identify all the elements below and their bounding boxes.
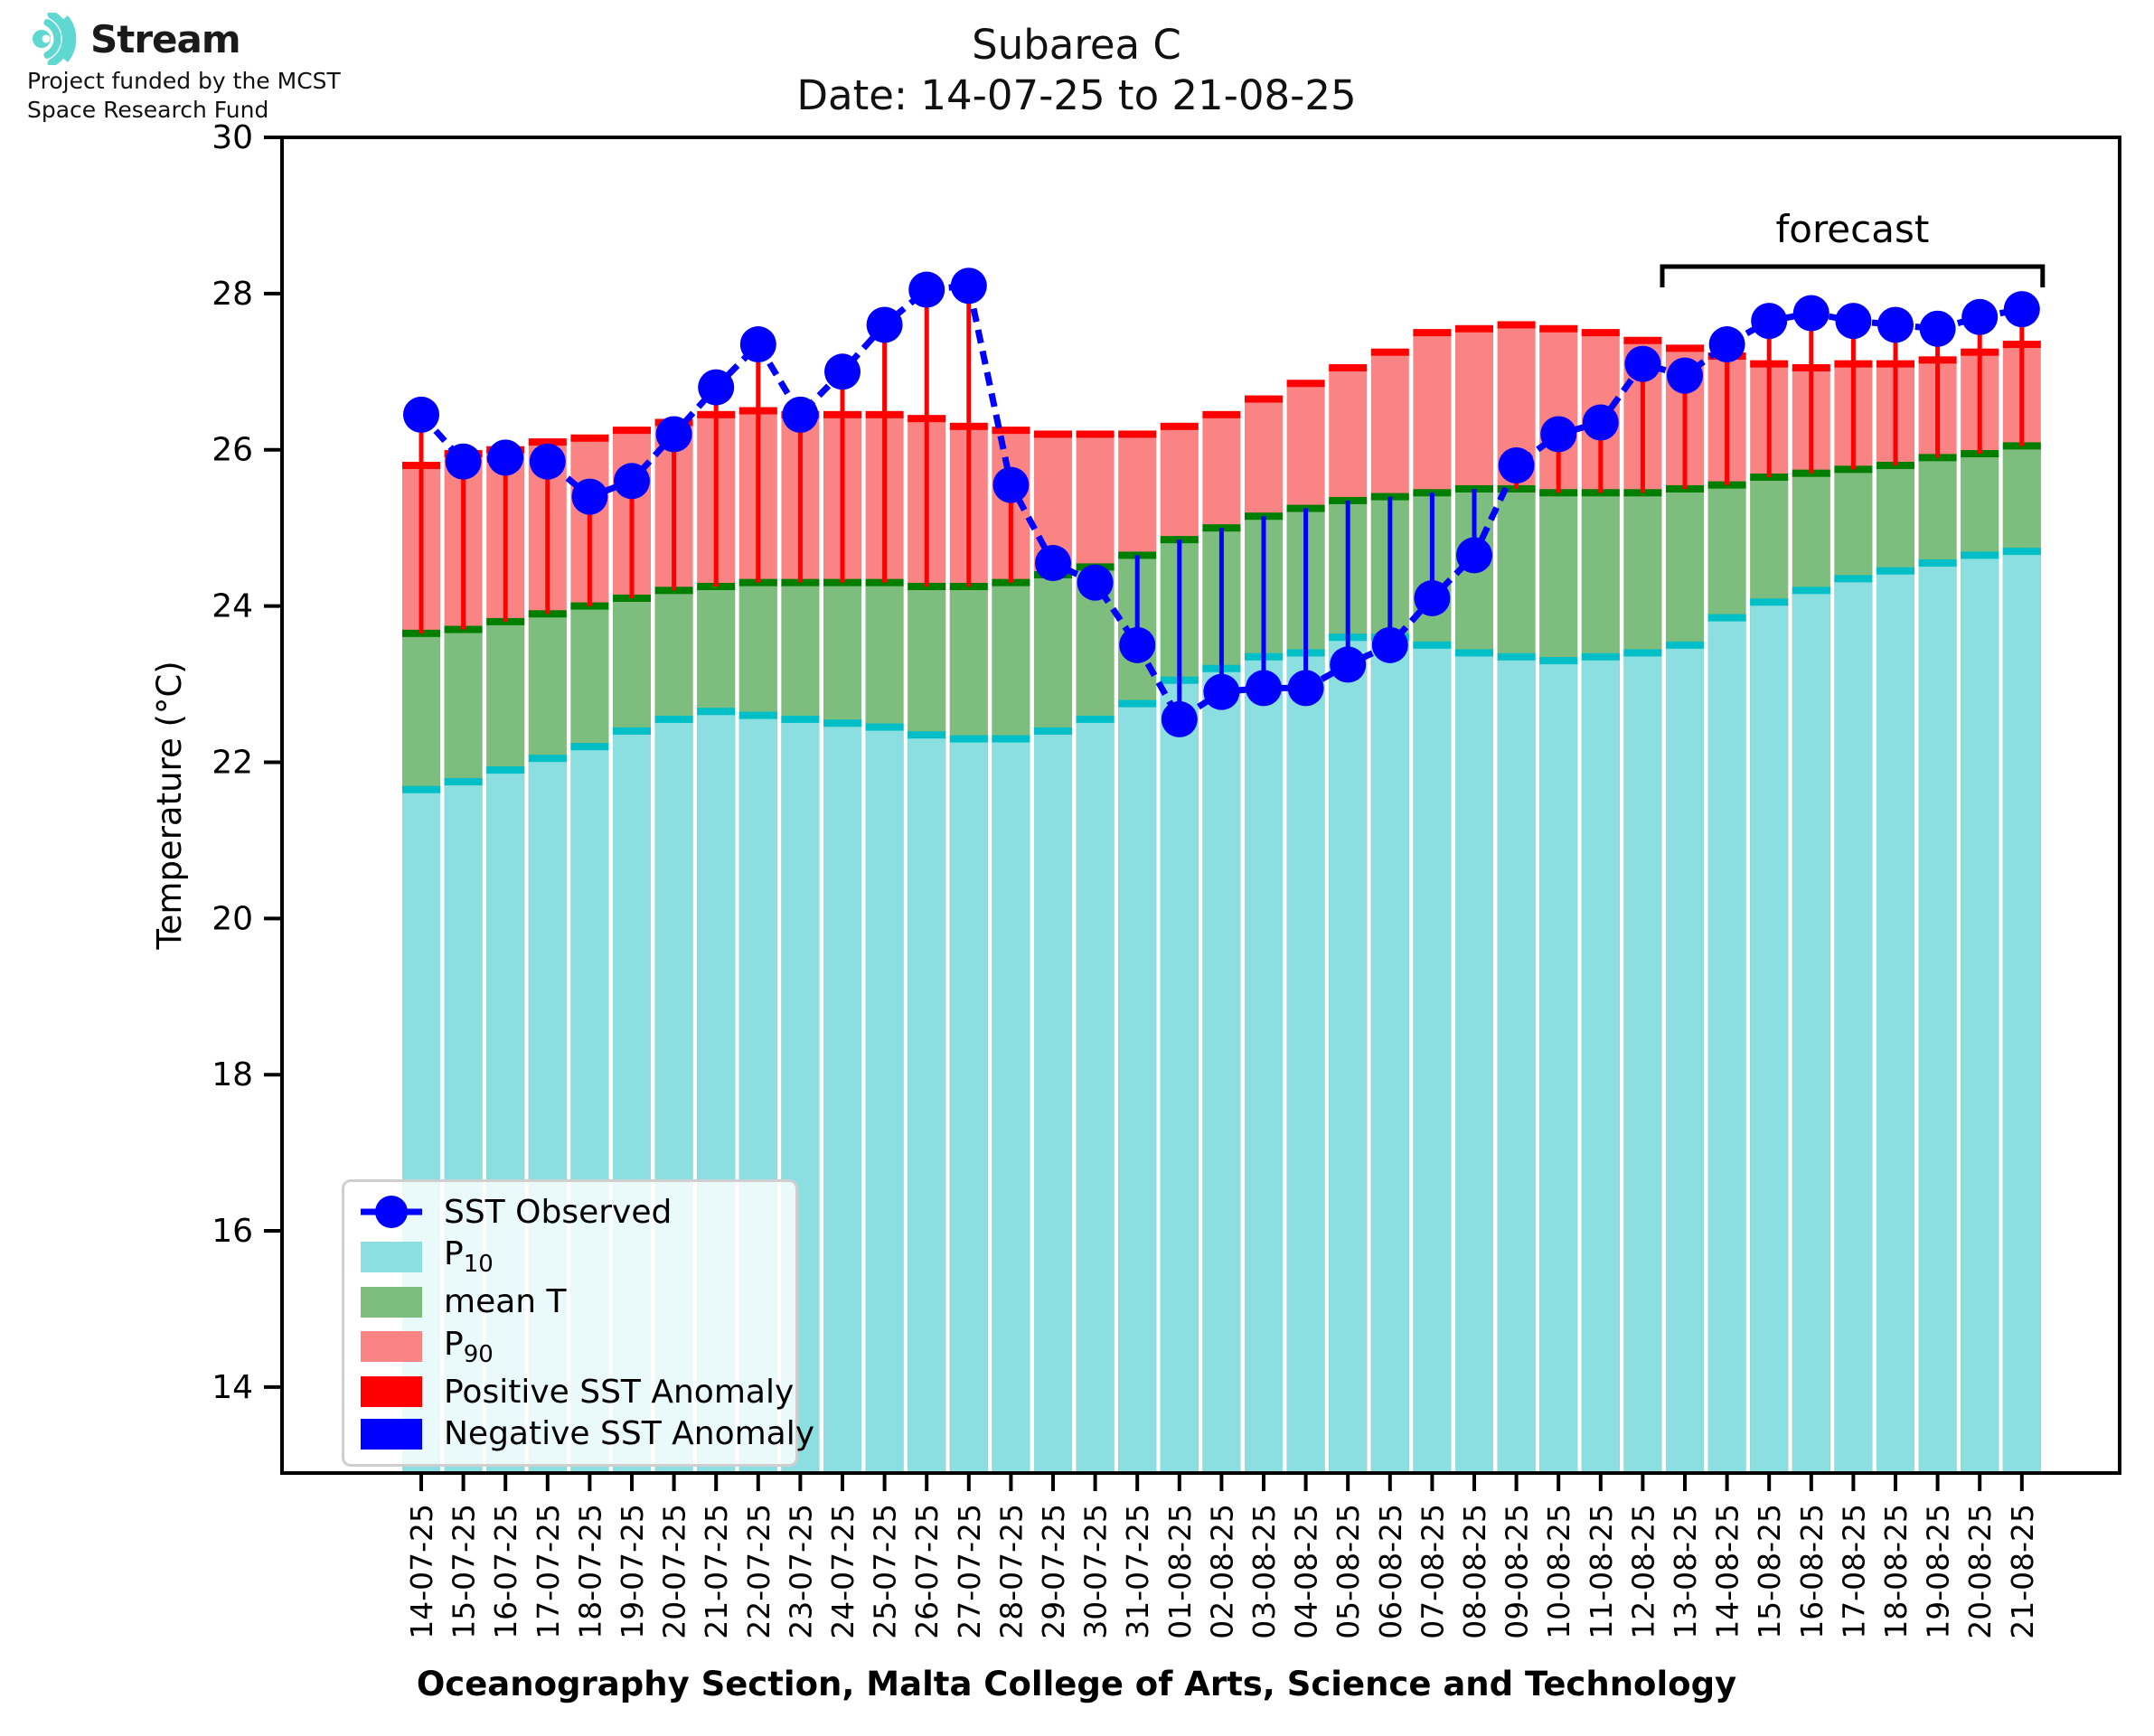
x-tick-label: 24-07-25: [825, 1504, 861, 1639]
bar-p10: [1623, 652, 1661, 1473]
x-tick-label: 16-08-25: [1793, 1504, 1829, 1639]
bar-cap-p10: [992, 736, 1030, 743]
x-tick-label: 16-07-25: [488, 1504, 524, 1639]
x-tick-label: 17-07-25: [530, 1504, 566, 1639]
sst-observed-point: [487, 439, 523, 475]
bar-cap-p10: [950, 736, 988, 743]
legend-color-patch: [361, 1419, 422, 1450]
sst-observed-point: [1499, 447, 1535, 483]
x-tick-label: 02-08-25: [1204, 1504, 1240, 1639]
chart-title-line2: Date: 14-07-25 to 21-08-25: [796, 70, 1357, 119]
sst-observed-point: [951, 267, 987, 304]
legend-item-label: Negative SST Anomaly: [444, 1415, 815, 1453]
bar-cap-p10: [1961, 551, 1999, 558]
x-tick-label: 21-07-25: [699, 1504, 735, 1639]
legend-item-p10: [361, 1235, 779, 1278]
funding-line-1: Project funded by the MCST: [27, 68, 341, 94]
legend-item-p90: [361, 1326, 779, 1368]
bar-cap-p90: [1287, 380, 1325, 387]
bar-cap-p90: [1118, 430, 1156, 437]
sst-observed-point: [1162, 701, 1198, 737]
x-tick-label: 01-08-25: [1162, 1504, 1198, 1639]
legend-item-positive-sst-anomaly: [361, 1373, 795, 1411]
y-tick-label: 26: [212, 431, 253, 469]
bar-cap-p10: [655, 716, 693, 723]
bar-p10: [1287, 652, 1325, 1473]
sst-observed-point: [1835, 303, 1871, 339]
chart-title-line1: Subarea C: [972, 21, 1181, 69]
bar-cap-p90: [1455, 325, 1493, 333]
bar-p10: [1077, 719, 1115, 1473]
bar-cap-p10: [1582, 653, 1620, 661]
sst-observed-point: [1035, 545, 1071, 581]
bar-p10: [1708, 618, 1746, 1473]
sst-observed-point: [614, 463, 650, 499]
y-tick-label: 18: [212, 1056, 253, 1094]
x-tick-label: 21-08-25: [2004, 1504, 2040, 1639]
sst-observed-point: [1583, 404, 1619, 440]
x-tick-label: 29-07-25: [1036, 1504, 1071, 1639]
bar-cap-p10: [1077, 716, 1115, 723]
sst-observed-point: [1372, 627, 1408, 663]
bar-p10: [1539, 661, 1577, 1473]
bar-cap-p10: [908, 731, 945, 738]
y-tick-label: 28: [212, 275, 253, 313]
sst-observed-point: [1751, 303, 1787, 339]
sst-observed-point: [403, 397, 439, 433]
sst-observed-point: [698, 370, 734, 406]
sst-observed-point: [908, 272, 945, 308]
sst-observed-point: [1119, 627, 1155, 663]
sst-observed-point: [1920, 311, 1956, 347]
bar-cap-p10: [866, 724, 904, 731]
sst-observed-point: [992, 467, 1029, 503]
sst-observed-point: [1077, 565, 1114, 601]
bar-p10: [1329, 637, 1367, 1473]
bar-p10: [1582, 657, 1620, 1473]
legend-item-label: $P_{10}$: [444, 1235, 494, 1279]
x-tick-label: 31-07-25: [1120, 1504, 1156, 1639]
bar-cap-p10: [613, 727, 651, 735]
stream-logo: [27, 13, 341, 125]
sst-observed-point: [1961, 299, 1998, 335]
bar-p10: [1455, 652, 1493, 1473]
legend-color-patch: [361, 1331, 422, 1362]
legend-color-patch: [361, 1287, 422, 1318]
x-tick-label: 17-08-25: [1836, 1504, 1872, 1639]
bar-cap-p10: [486, 766, 524, 774]
bar-p10: [950, 739, 988, 1473]
sst-observed-point: [1793, 295, 1829, 331]
legend-color-patch: [361, 1376, 422, 1407]
x-tick-label: 25-07-25: [867, 1504, 903, 1639]
sst-observed-point: [2004, 291, 2040, 327]
legend-line-marker: [361, 1194, 422, 1230]
x-tick-label: 06-08-25: [1372, 1504, 1408, 1639]
sst-observed-point: [1624, 346, 1660, 382]
bar-cap-p90: [1498, 321, 1536, 328]
bar-cap-p10: [1666, 642, 1704, 649]
x-tick-label: 10-08-25: [1541, 1504, 1577, 1639]
bar-cap-p90: [1329, 364, 1367, 371]
bar-p10: [908, 735, 945, 1473]
x-tick-label: 13-08-25: [1668, 1504, 1703, 1639]
sst-observed-point: [1203, 674, 1239, 710]
bar-cap-p10: [1623, 649, 1661, 656]
legend-item-mean-t: [361, 1283, 779, 1320]
bar-p10: [1371, 637, 1409, 1473]
bar-cap-p10: [1834, 575, 1872, 582]
x-tick-label: 04-08-25: [1288, 1504, 1324, 1639]
bar-p10: [2003, 551, 2041, 1473]
bar-cap-p10: [1498, 653, 1536, 661]
bar-cap-p90: [1582, 329, 1620, 336]
bar-cap-p10: [402, 786, 440, 793]
sst-observed-point: [867, 306, 903, 343]
bar-cap-p90: [1539, 325, 1577, 333]
stream-wave-icon: [27, 13, 85, 65]
bar-cap-p90: [1034, 430, 1072, 437]
bar-cap-p10: [1708, 615, 1746, 622]
bar-cap-p90: [1413, 329, 1451, 336]
bar-p10: [1877, 571, 1914, 1473]
sst-observed-point: [1877, 306, 1914, 343]
chart-footer-caption: Oceanography Section, Malta College of Arts, Science and Technology: [416, 1665, 1737, 1703]
legend-item-sst-observed: [361, 1194, 779, 1231]
bar-cap-p90: [1077, 430, 1115, 437]
sst-observed-point: [1414, 580, 1450, 616]
x-tick-label: 22-07-25: [740, 1504, 776, 1639]
x-tick-label: 19-08-25: [1920, 1504, 1956, 1639]
bar-cap-p10: [1792, 586, 1830, 594]
x-tick-label: 14-08-25: [1709, 1504, 1745, 1639]
x-tick-label: 20-08-25: [1962, 1504, 1999, 1639]
bar-p10: [1245, 657, 1283, 1473]
sst-observed-point: [1540, 416, 1576, 452]
bar-cap-p90: [613, 427, 651, 434]
y-axis-label: Temperature (°C): [150, 661, 189, 950]
bar-p10: [1202, 669, 1240, 1473]
legend-color-patch: [361, 1242, 422, 1272]
x-tick-label: 19-07-25: [615, 1504, 650, 1639]
bar-p10: [1666, 645, 1704, 1473]
bar-p10: [1750, 602, 1788, 1473]
x-tick-label: 15-08-25: [1752, 1504, 1788, 1639]
bar-cap-p10: [823, 719, 861, 727]
sst-observed-point: [1330, 646, 1366, 682]
legend-item-label: $P_{90}$: [444, 1325, 494, 1368]
sst-observed-point: [1709, 326, 1745, 362]
x-tick-label: 28-07-25: [993, 1504, 1030, 1639]
bar-p10: [1498, 657, 1536, 1473]
x-tick-label: 12-08-25: [1625, 1504, 1661, 1639]
x-tick-label: 26-07-25: [909, 1504, 945, 1639]
bar-p10: [1961, 555, 1999, 1473]
x-tick-label: 03-08-25: [1246, 1504, 1282, 1639]
bar-p10: [823, 723, 861, 1473]
x-tick-label: 27-07-25: [951, 1504, 987, 1639]
bar-cap-p10: [1750, 598, 1788, 605]
bar-cap-p10: [697, 708, 735, 715]
x-tick-label: 18-08-25: [1878, 1504, 1914, 1639]
bar-cap-p10: [1877, 568, 1914, 575]
bar-cap-p90: [1623, 337, 1661, 344]
chart-legend: [342, 1179, 815, 1467]
forecast-label: forecast: [1775, 207, 1930, 251]
funding-line-2: Space Research Fund: [27, 97, 269, 123]
x-tick-label: 23-07-25: [783, 1504, 819, 1639]
sst-observed-point: [656, 416, 692, 452]
y-tick-label: 24: [212, 587, 253, 625]
bar-p10: [992, 739, 1030, 1473]
sst-observed-point: [446, 444, 482, 480]
sst-observed-point: [1288, 670, 1324, 706]
bar-p10: [1161, 680, 1199, 1473]
bar-cap-p10: [1919, 559, 1957, 567]
bar-p10: [1834, 578, 1872, 1473]
sst-observed-point: [1456, 537, 1492, 573]
bar-cap-p10: [1034, 727, 1072, 735]
x-axis: [404, 1473, 2040, 1639]
bar-p10: [1413, 645, 1451, 1473]
bar-cap-p90: [1161, 423, 1199, 430]
sst-observed-point: [782, 397, 818, 433]
x-tick-label: 14-07-25: [404, 1504, 439, 1639]
x-tick-label: 18-07-25: [572, 1504, 608, 1639]
legend-item-negative-sst-anomaly: [361, 1415, 815, 1453]
x-tick-label: 11-08-25: [1583, 1504, 1619, 1639]
sst-observed-point: [824, 353, 861, 389]
x-tick-label: 05-08-25: [1331, 1504, 1367, 1639]
x-tick-label: 30-07-25: [1077, 1504, 1114, 1639]
y-tick-label: 16: [212, 1213, 253, 1251]
legend-item-label: Positive SST Anomaly: [444, 1373, 795, 1411]
bar-p10: [1919, 563, 1957, 1473]
bar-cap-p90: [1245, 396, 1283, 403]
x-tick-label: 20-07-25: [656, 1504, 692, 1639]
y-axis: [212, 119, 282, 1406]
bar-cap-p10: [1539, 657, 1577, 664]
bar-p10: [1118, 704, 1156, 1473]
sst-observed-point: [1246, 670, 1282, 706]
legend-item-label: SST Observed: [444, 1193, 673, 1231]
y-tick-label: 22: [212, 744, 253, 782]
sst-observed-point: [571, 479, 607, 515]
sst-observed-point: [1667, 358, 1703, 394]
chart-title: [796, 20, 1356, 121]
brand-name: Stream: [90, 16, 240, 61]
legend-item-label: mean T: [444, 1283, 567, 1321]
bar-p10: [1792, 590, 1830, 1473]
x-tick-label: 08-08-25: [1457, 1504, 1492, 1639]
bar-cap-p10: [2003, 548, 2041, 555]
sst-observed-point: [530, 444, 566, 480]
forecast-bracket: [1662, 267, 2043, 287]
bar-cap-p10: [445, 778, 483, 785]
forecast-annotation: [1662, 207, 2043, 287]
sst-observed-point: [740, 326, 776, 362]
bar-cap-p10: [781, 716, 819, 723]
bar-cap-p90: [570, 435, 608, 442]
bar-cap-p10: [1455, 649, 1493, 656]
bar-cap-p10: [1118, 700, 1156, 708]
x-tick-label: 15-07-25: [446, 1504, 482, 1639]
bar-cap-p10: [529, 755, 567, 762]
bar-cap-p10: [739, 712, 777, 719]
bar-cap-p90: [1371, 349, 1409, 356]
bar-p10: [1034, 731, 1072, 1473]
bar-cap-p90: [1202, 411, 1240, 418]
y-tick-label: 30: [212, 119, 253, 156]
bar-cap-p90: [1666, 344, 1704, 352]
x-tick-label: 07-08-25: [1415, 1504, 1451, 1639]
y-tick-label: 14: [212, 1368, 253, 1406]
y-tick-label: 20: [212, 900, 253, 938]
bar-cap-p10: [570, 743, 608, 750]
bar-cap-p10: [1413, 642, 1451, 649]
x-tick-label: 09-08-25: [1499, 1504, 1535, 1639]
bar-p10: [866, 727, 904, 1473]
